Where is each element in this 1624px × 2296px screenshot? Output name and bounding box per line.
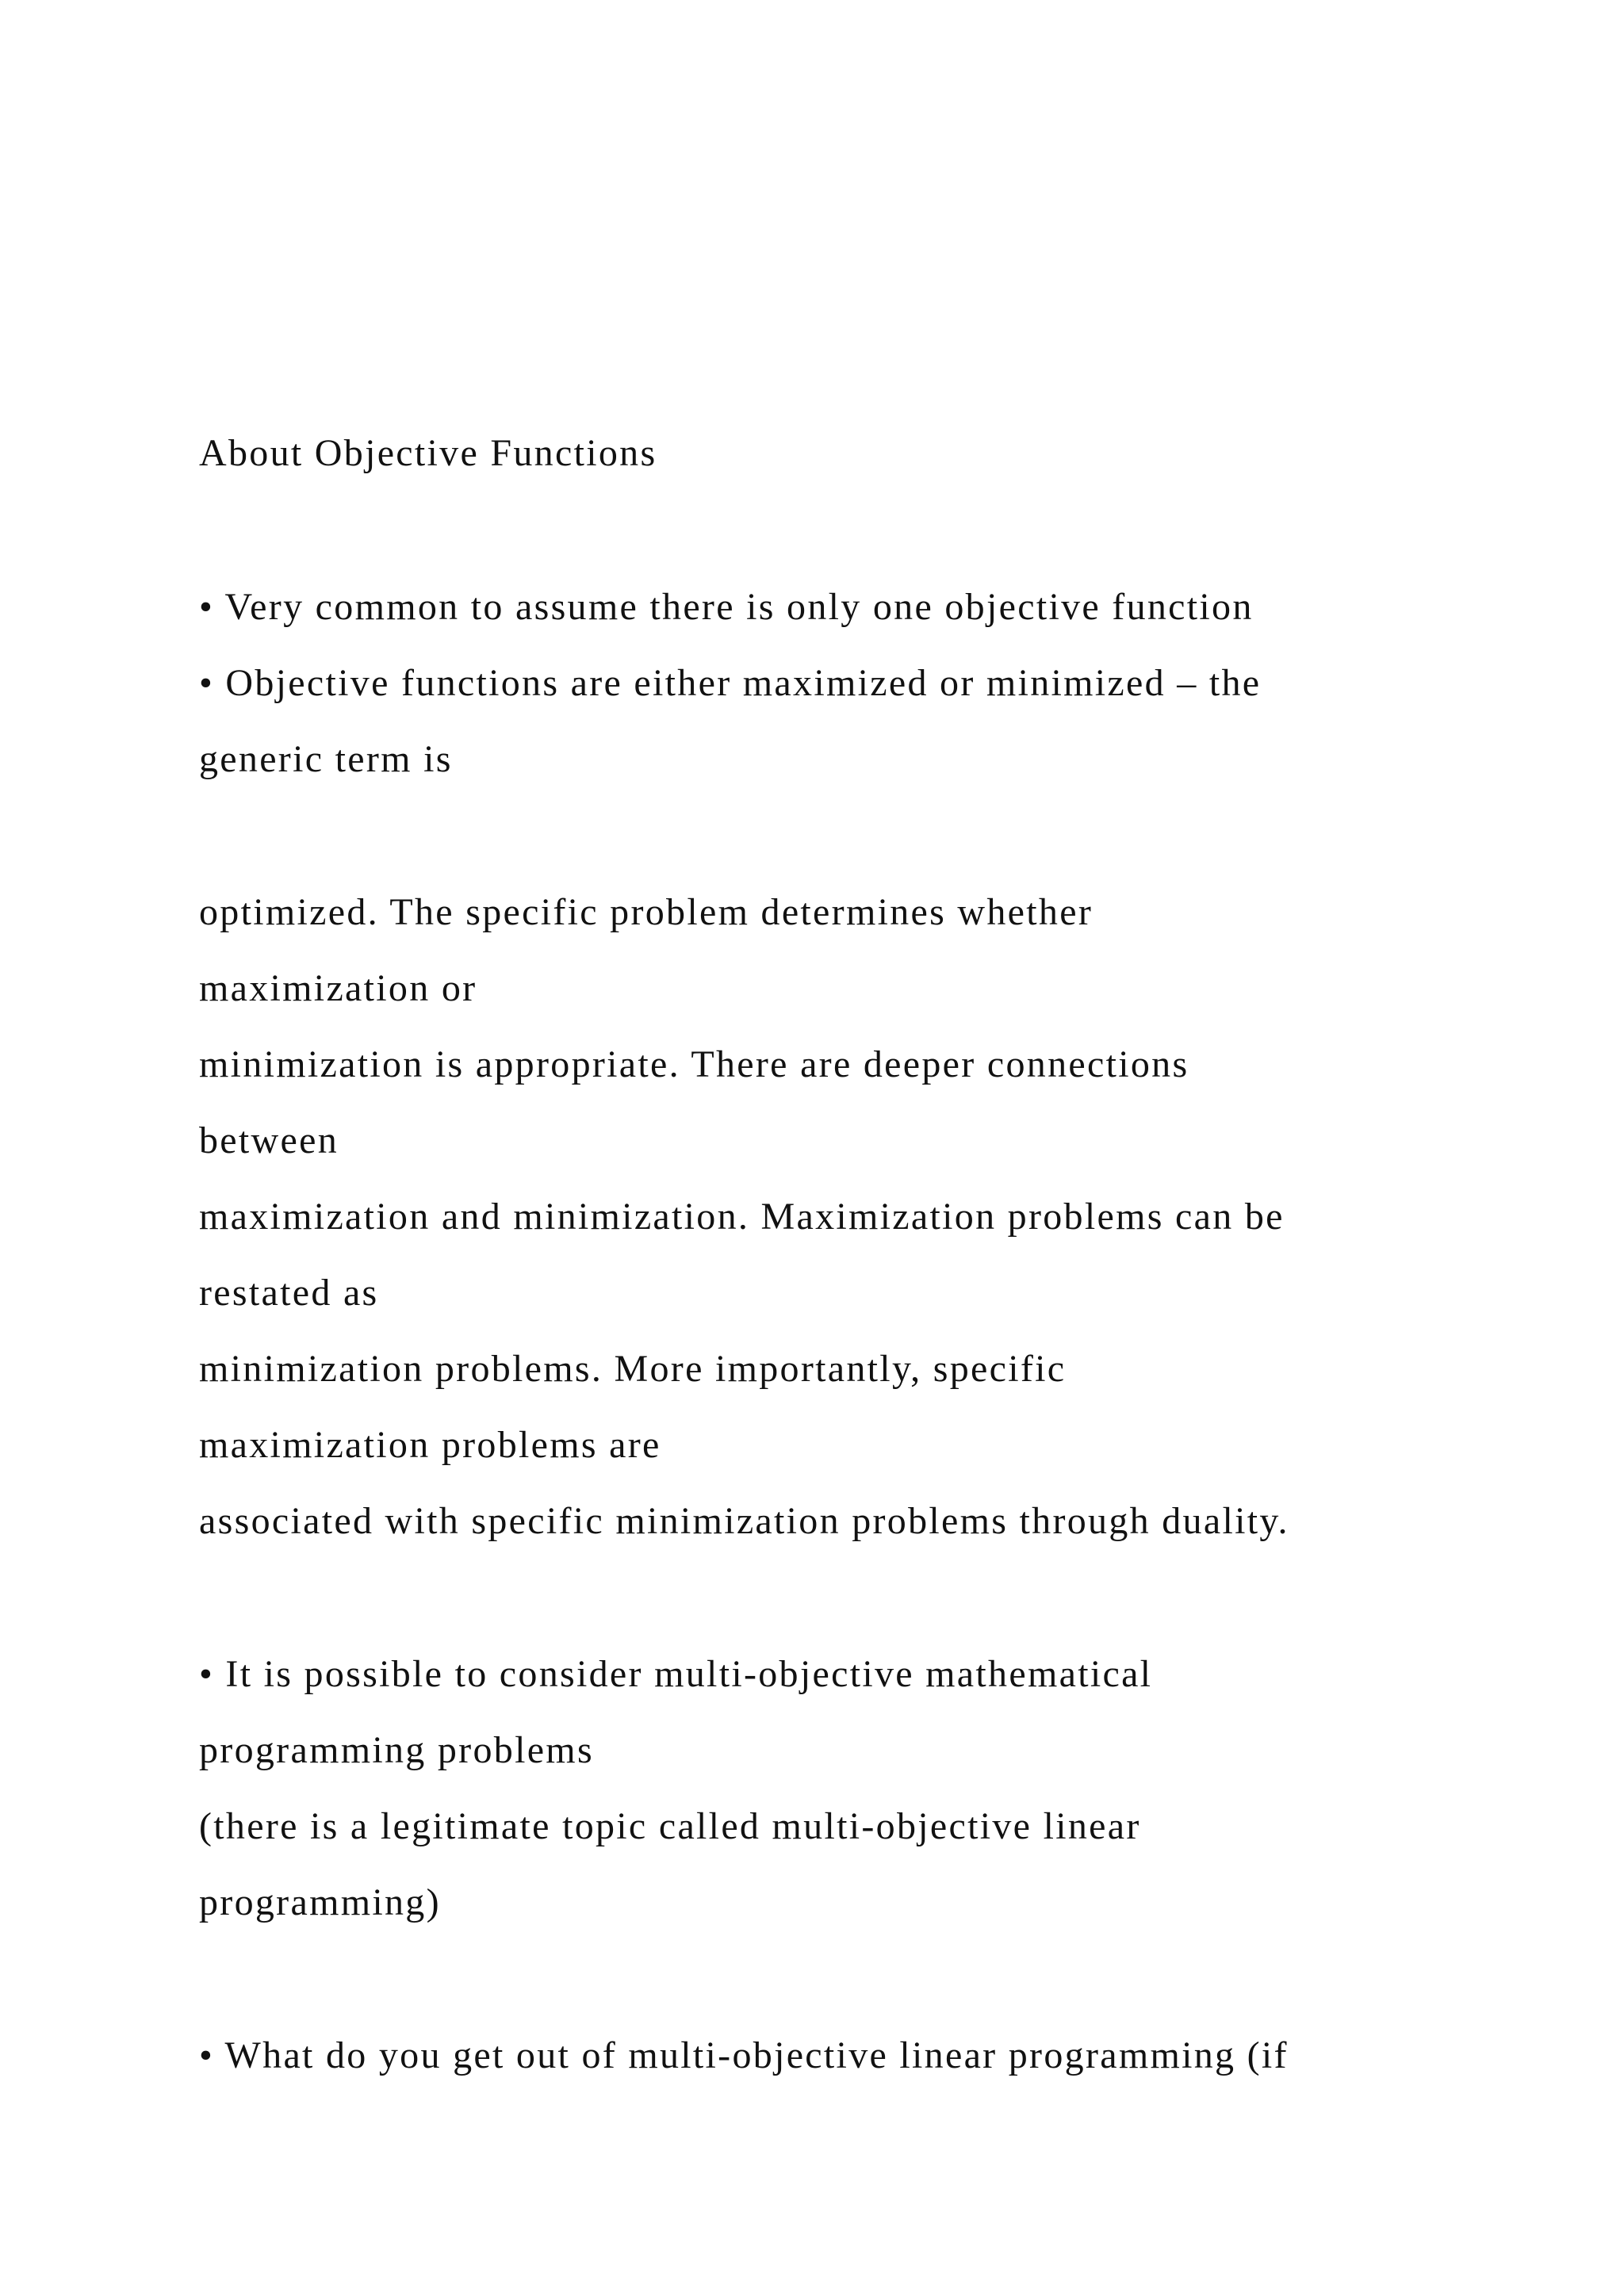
text-line: • What do you get out of multi-objective linear programming (if — [199, 2034, 1289, 2076]
text-line: minimization is appropriate. There are deeper connections — [199, 1043, 1189, 1085]
text-line: minimization problems. More importantly, specific — [199, 1348, 1067, 1390]
text-line: maximization or — [199, 967, 477, 1009]
text-line: • Objective functions are either maximized or minimized – the — [199, 662, 1262, 704]
text-line: associated with specific minimization problems through duality. — [199, 1500, 1289, 1542]
text-line: between — [199, 1119, 339, 1161]
text-line: • Very common to assume there is only one objective function — [199, 586, 1254, 628]
text-line: maximization problems are — [199, 1424, 661, 1466]
text-line: generic term is — [199, 738, 453, 780]
text-line: programming problems — [199, 1729, 594, 1771]
text-line: (there is a legitimate topic called multi-objective linear — [199, 1805, 1141, 1847]
text-line: • It is possible to consider multi-objective mathematical — [199, 1653, 1153, 1695]
text-line: programming) — [199, 1881, 441, 1923]
text-line: maximization and minimization. Maximization problems can be — [199, 1196, 1285, 1238]
text-line: optimized. The specific problem determines whether — [199, 891, 1094, 933]
text-line: restated as — [199, 1272, 379, 1314]
document-title: About Objective Functions — [199, 432, 657, 474]
